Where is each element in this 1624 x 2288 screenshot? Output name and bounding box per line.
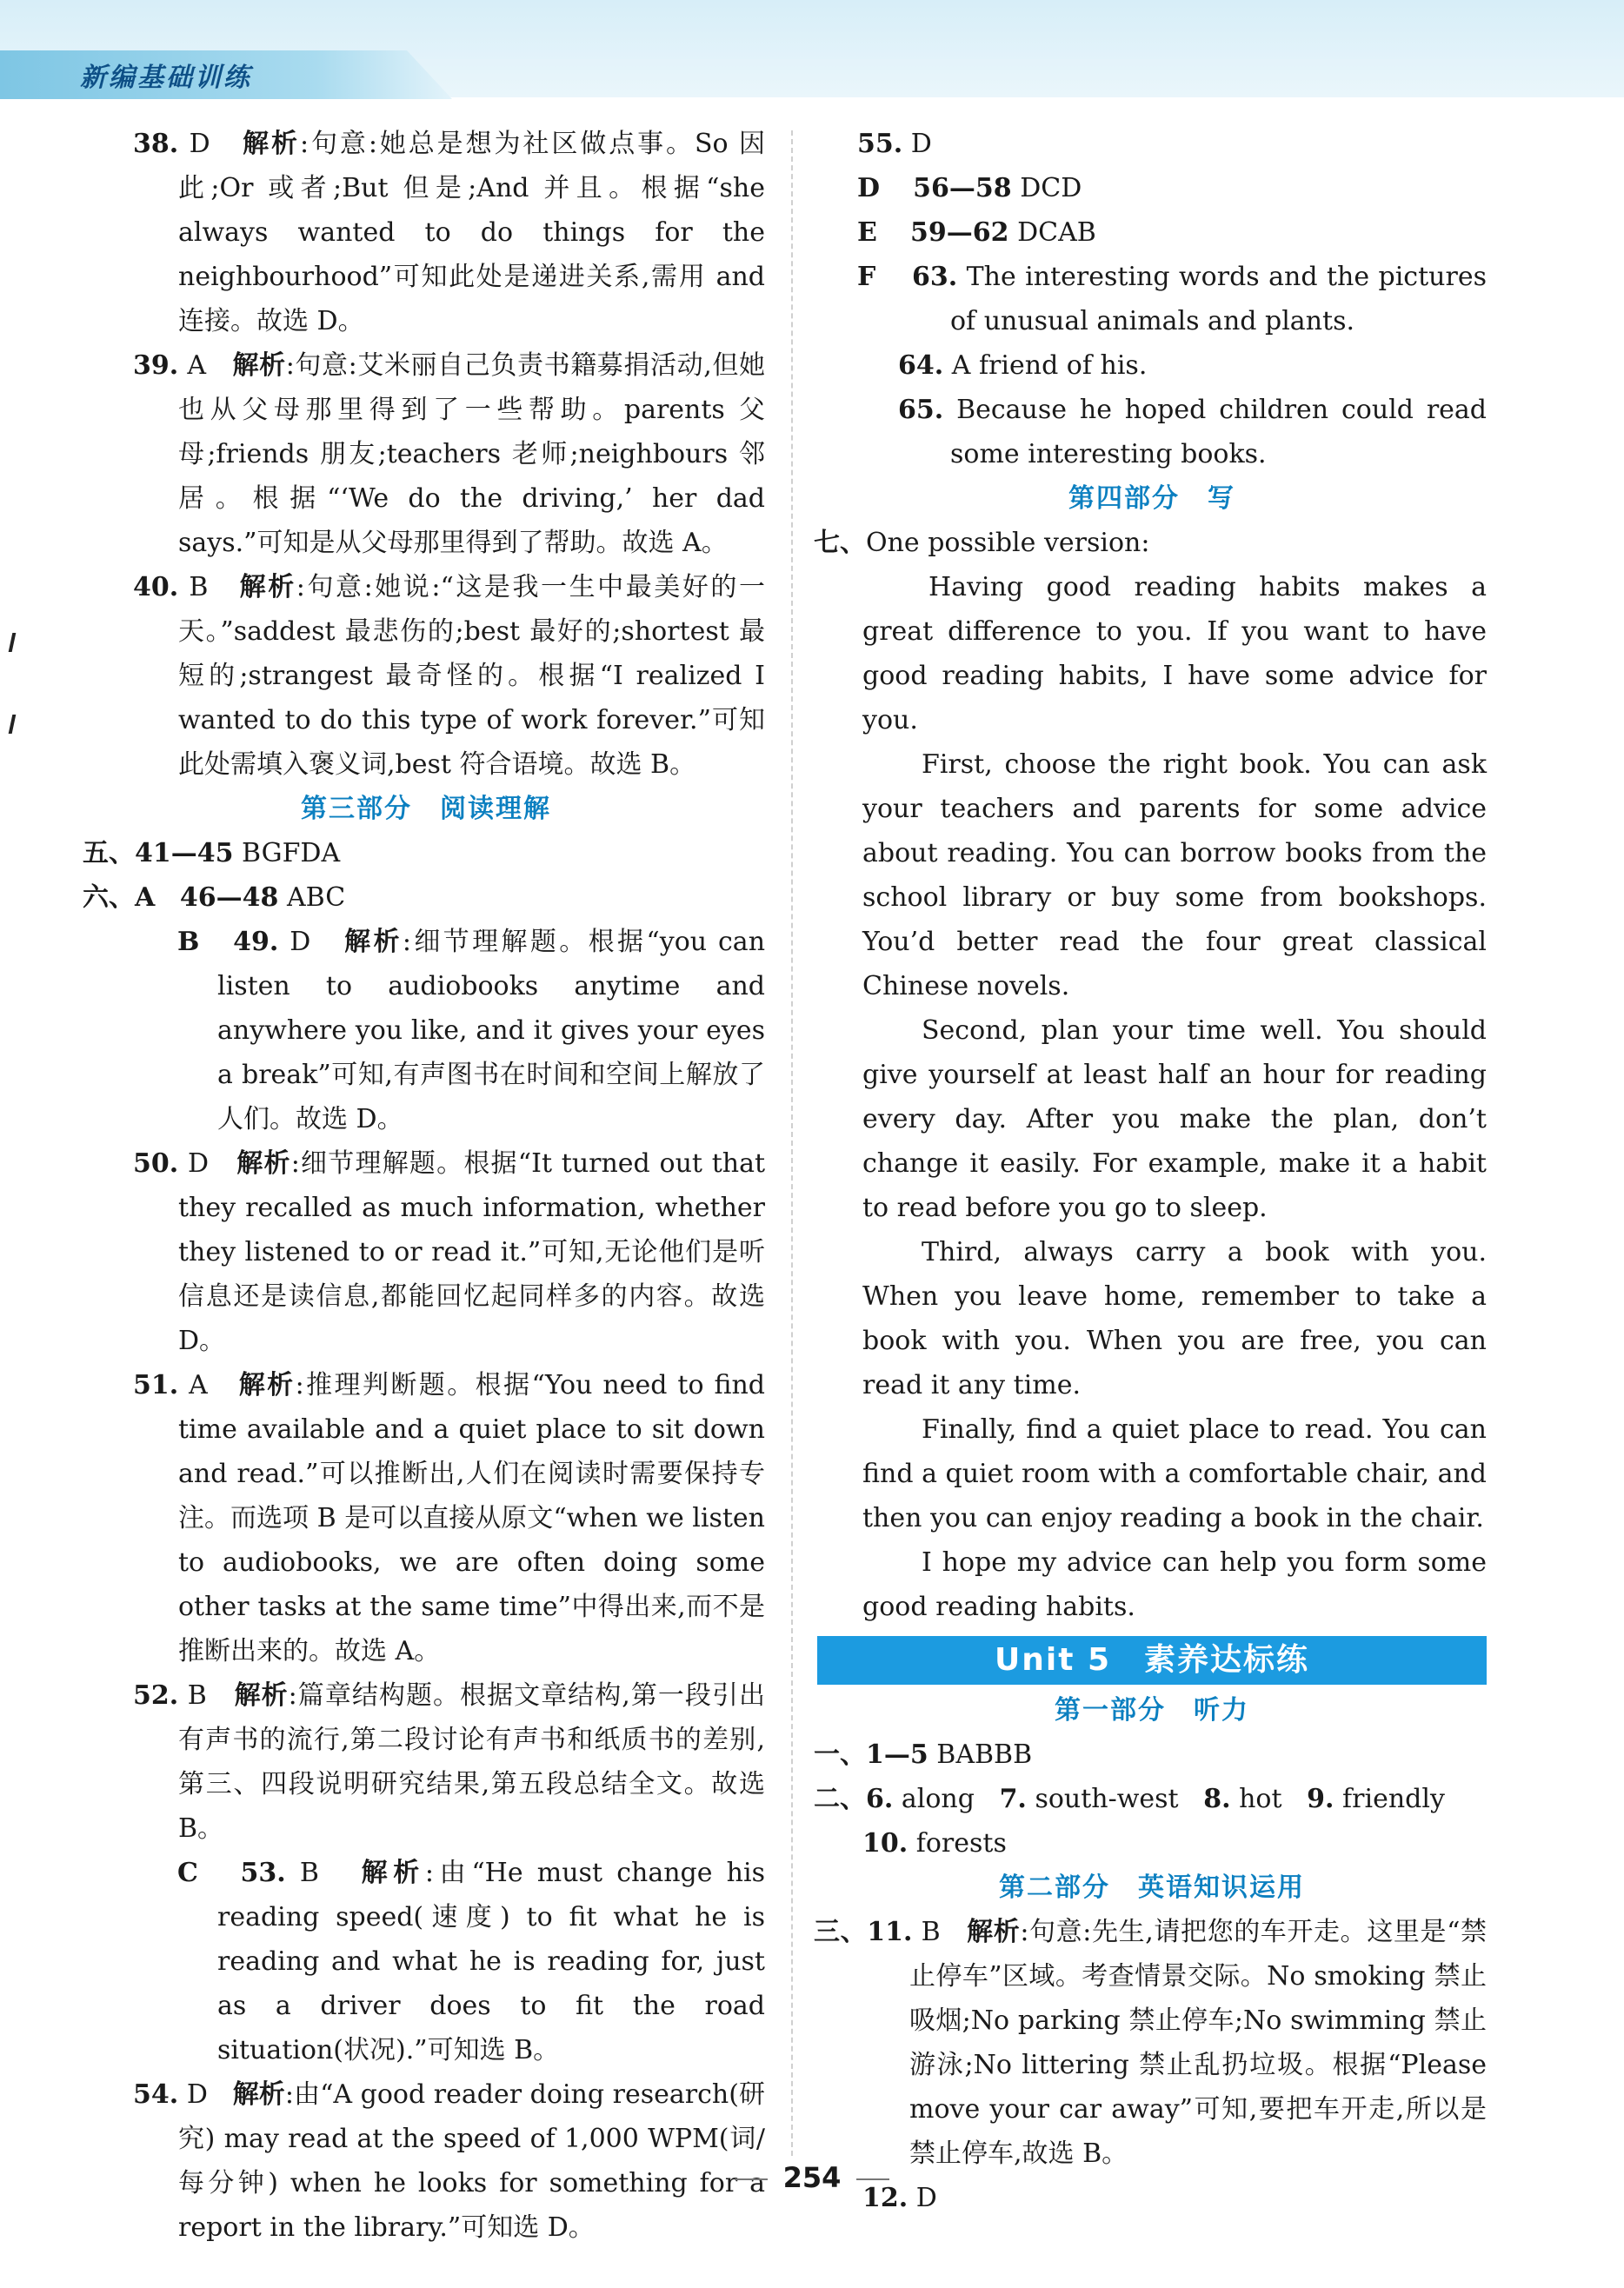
right-column: [814, 122, 1488, 2220]
answer-38: [87, 122, 765, 343]
answer-49: [87, 920, 765, 1141]
passage-letter: C: [177, 1858, 198, 1888]
margin-mark: [9, 715, 17, 734]
intro-text: One possible version:: [866, 528, 1150, 558]
answer-39: [87, 343, 765, 565]
question-number: 12.: [862, 2183, 909, 2213]
analysis-label: 解析: [234, 1680, 289, 1711]
question-number: 39.: [133, 350, 179, 381]
answer-section-6a: [83, 875, 765, 920]
answers: DCD: [1020, 173, 1082, 203]
answer-text: Because he hoped children could read some interesting books.: [950, 395, 1487, 469]
answer-50: [87, 1141, 765, 1363]
page-number: [0, 2161, 1624, 2194]
answer-52: [87, 1673, 765, 1851]
section-heading-part1: 第一部分 听力: [1055, 1695, 1249, 1726]
essay-paragraph: I hope my advice can help you form some good reading habits.: [862, 1547, 1487, 1622]
answer-51: [87, 1363, 765, 1673]
section-prefix: 二、: [814, 1784, 866, 1814]
answer-letter: B: [189, 572, 209, 602]
section-prefix: 六、A: [83, 882, 156, 913]
question-number: 65.: [898, 395, 944, 425]
analysis-text: :推理判断题。根据“You need to find time available and a quiet place to sit down and read.”可以推断出,人们在阅读时需要保持专注。而选项 B 是可以直接从原文“when we listen to audiobooks, we are often doing some other tasks at the same time”中得出来,而不是推断出来的。故选 A。: [178, 1370, 766, 1666]
passage-letter: E: [857, 217, 877, 248]
analysis-text: :由“He must change his reading speed(速度) to fit what he is reading and what he is reading for, just as a driver does to fit the road situation(状况).”可知选 B。: [217, 1858, 765, 2065]
header-title: 新编基础训练: [80, 63, 252, 93]
analysis-label: 解析: [236, 1148, 291, 1179]
unit-banner: Unit 5 素养达标练: [817, 1636, 1487, 1685]
section-prefix: 三、: [814, 1917, 868, 1947]
question-number: 8.: [1203, 1784, 1231, 1814]
essay-paragraph: Finally, find a quiet place to read. You can find a quiet room with a comfortable chair, and then you can enjoy reading a book in the chair.: [862, 1414, 1487, 1533]
answer-letter: D: [915, 2183, 937, 2213]
question-number: 40.: [133, 572, 179, 602]
question-number: 52.: [133, 1680, 179, 1711]
answer-11: [814, 1910, 1487, 2176]
passage-letter: F: [857, 262, 876, 292]
section-7-intro: [814, 521, 1487, 565]
analysis-text: :篇章结构题。根据文章结构,第一段引出有声书的流行,第二段讨论有声书和纸质书的差别,第三、四段说明研究结果,第五段总结全文。故选 B。: [178, 1680, 765, 1844]
answer-letter: B: [299, 1858, 319, 1888]
analysis-label: 解析: [232, 2079, 285, 2110]
question-range: 56—58: [913, 173, 1012, 203]
answer-section-d: [817, 166, 1487, 210]
section-heading-part4: 第四部分 写: [1068, 483, 1235, 514]
answer-55: [817, 122, 1487, 166]
analysis-label: 解析: [239, 572, 296, 602]
answer-63: [817, 255, 1487, 343]
essay-paragraph: First, choose the right book. You can ask your teachers and parents for some advice about reading. You can borrow books from the school library or buy some from bookshops. You’d better read the four great classical Chinese novels.: [862, 749, 1487, 1001]
answer-section-2: [814, 1777, 1487, 1866]
analysis-label: 解析: [344, 927, 403, 957]
passage-letter: D: [857, 173, 881, 203]
analysis-text: :由“A good reader doing research(研究) may read at the speed of 1,000 WPM(词/每分钟) when he looks for something for a report in the library.”可知选 D。: [178, 2079, 766, 2243]
analysis-text: :句意:艾米丽自己负责书籍募捐活动,但她也从父母那里得到了一些帮助。parents 父母;friends 朋友;teachers 老师;neighbours 邻居。根据“‘We do the driving,’ her dad says.”可知是从父母那里得到了帮助。故选 A。: [178, 350, 765, 558]
column-divider: [791, 130, 793, 2156]
section-prefix: 七、: [814, 528, 866, 558]
answer-text: friendly: [1342, 1784, 1445, 1814]
analysis-label: 解析: [361, 1858, 425, 1888]
answer-65: [817, 388, 1487, 476]
question-range: 46—48: [179, 882, 279, 913]
question-number: 50.: [133, 1148, 179, 1179]
question-number: 54.: [133, 2079, 179, 2110]
page-number-rule: [856, 2178, 889, 2180]
page-number-text: 254: [782, 2161, 842, 2194]
answer-53: [87, 1851, 765, 2072]
essay-paragraph: Second, plan your time well. You should give yourself at least half an hour for reading every day. After you make the plan, don’t change it easily. For example, make it a habit to read before you go to sleep.: [862, 1015, 1487, 1223]
question-number: 9.: [1307, 1784, 1334, 1814]
essay-paragraph: Having good reading habits makes a great difference to you. If you want to have good reading habits, I have some advice for you.: [862, 572, 1487, 735]
question-number: 7.: [999, 1784, 1027, 1814]
question-number: 38.: [133, 129, 179, 159]
answer-letter: B: [187, 1680, 207, 1711]
question-range: 1—5: [866, 1739, 928, 1770]
question-number: 64.: [898, 350, 944, 381]
analysis-text: :句意:先生,请把您的车开走。这里是“禁止停车”区域。考查情景交际。No smoking 禁止吸烟;No parking 禁止停车;No swimming 禁止游泳;No littering 禁止乱扔垃圾。根据“Please move your car away”可知,要把车开走,所以是禁止停车,故选 B。: [909, 1917, 1488, 2169]
answer-text: south-west: [1035, 1784, 1179, 1814]
analysis-text: :句意:她说:“这是我一生中最美好的一天。”saddest 最悲伤的;best 最好的;shortest 最短的;strangest 最奇怪的。根据“I realized I wanted to do this type of work forever.”可知此处需填入褒义词,best 符合语境。故选 B。: [178, 572, 765, 780]
question-number: 53.: [240, 1858, 286, 1888]
question-number: 49.: [233, 927, 279, 957]
question-number: 63.: [912, 262, 958, 292]
answer-letter: D: [186, 2079, 208, 2110]
section-heading-part2: 第二部分 英语知识运用: [999, 1872, 1305, 1903]
section-prefix: 一、: [814, 1739, 866, 1770]
answer-text: forests: [915, 1828, 1007, 1859]
answer-letter: D: [187, 1148, 210, 1179]
answer-section-1: [814, 1733, 1487, 1777]
answer-64: [817, 343, 1487, 388]
answer-letter: A: [189, 1370, 208, 1400]
left-column: [83, 122, 766, 2250]
question-number: 11.: [867, 1917, 913, 1947]
answer-letter: A: [187, 350, 207, 381]
analysis-label: 解析: [232, 350, 286, 381]
answer-letter: D: [290, 927, 311, 957]
question-range: 41—45: [135, 838, 234, 868]
answers: ABC: [286, 882, 346, 913]
answer-letter: D: [189, 129, 210, 159]
analysis-label: 解析: [238, 1370, 296, 1400]
section-prefix: 五、: [83, 838, 135, 868]
answer-text: The interesting words and the pictures of unusual animals and plants.: [950, 262, 1487, 336]
passage-letter: B: [177, 927, 200, 957]
analysis-text: :细节理解题。根据“you can listen to audiobooks anytime and anywhere you like, and it gives your eyes a break”可知,有声图书在时间和空间上解放了人们。故选 D。: [217, 927, 766, 1134]
analysis-text: :句意:她总是想为社区做点事。So 因此;Or 或者;But 但是;And 并且。根据“she always wanted to do things for the neighbourhood”可知此处是递进关系,需用 and 连接。故选 D。: [178, 129, 766, 336]
analysis-label: 解析: [243, 129, 300, 159]
question-number: 6.: [866, 1784, 894, 1814]
page-number-rule: [735, 2178, 768, 2180]
answer-letter: D: [910, 129, 932, 159]
analysis-text: :细节理解题。根据“It turned out that they recalled as much information, whether they listened to or read it.”可知,无论他们是听信息还是读信息,都能回忆起同样多的内容。故选 D。: [178, 1148, 766, 1356]
question-range: 59—62: [910, 217, 1009, 248]
answers: DCAB: [1017, 217, 1096, 248]
question-number: 55.: [857, 129, 903, 159]
answers: BABBB: [936, 1739, 1033, 1770]
answer-section-5: [83, 831, 765, 875]
answer-text: hot: [1239, 1784, 1282, 1814]
question-number: 10.: [862, 1828, 909, 1859]
answer-section-e: [817, 210, 1487, 255]
margin-mark: [9, 633, 17, 652]
answer-40: [87, 565, 765, 787]
answer-letter: B: [921, 1917, 941, 1947]
answer-text: A friend of his.: [951, 350, 1148, 381]
essay-paragraph: Third, always carry a book with you. When you leave home, remember to take a book with you. When you are free, you can read it any time.: [862, 1237, 1487, 1400]
analysis-label: 解析: [967, 1917, 1021, 1947]
question-number: 51.: [133, 1370, 179, 1400]
answers: BGFDA: [242, 838, 341, 868]
section-heading-part3: 第三部分 阅读理解: [301, 794, 551, 824]
answer-text: along: [901, 1784, 975, 1814]
